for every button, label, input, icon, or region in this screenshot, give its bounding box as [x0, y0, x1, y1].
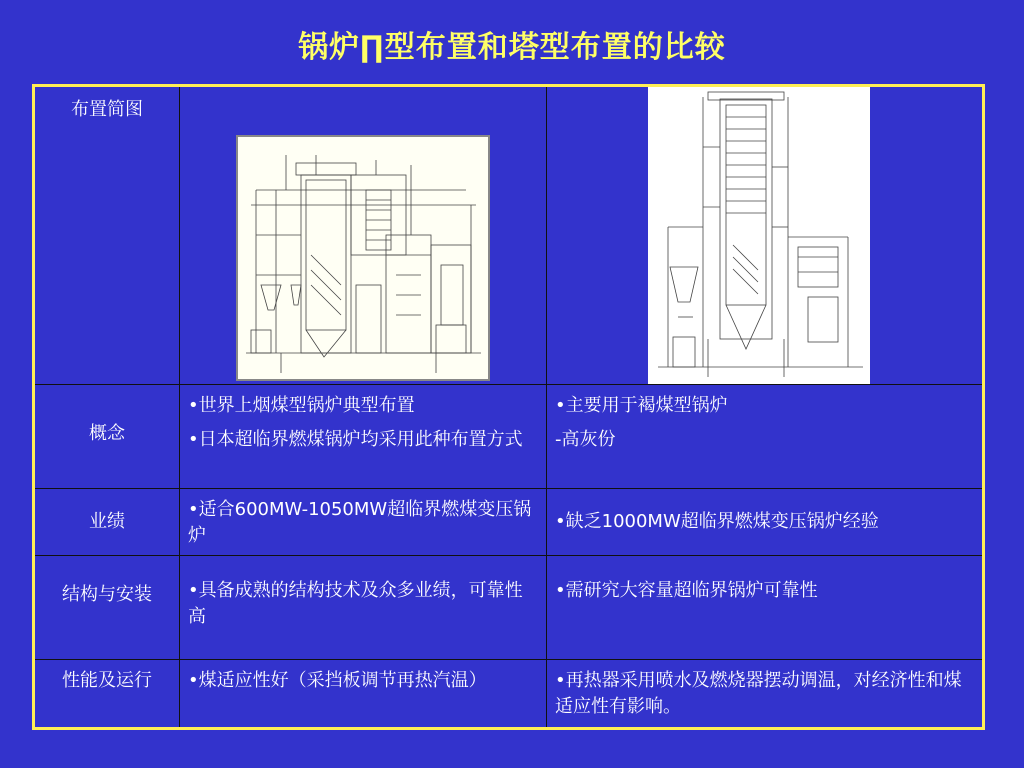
tower-type-diagram-cell: [547, 86, 984, 385]
bullet-text: • 主要用于褐煤型锅炉: [555, 393, 972, 419]
comparison-table: [32, 84, 985, 730]
pi-type-operation: [180, 660, 547, 729]
row-label-operation: 性能及运行: [34, 660, 180, 729]
pi-type-boiler-diagram: [236, 135, 490, 381]
bullet-text: • 缺乏1000MW超临界燃煤变压锅炉经验: [555, 509, 972, 535]
row-label-performance-record: 业绩: [34, 489, 180, 556]
bullet-text: • 适合600MW-1050MW超临界燃煤变压锅炉: [188, 497, 536, 549]
bullet-text: • 再热器采用喷水及燃烧器摆动调温，对经济性和煤适应性有影响。: [555, 668, 972, 720]
table-row-performance-record: [34, 489, 984, 556]
bullet-text: • 需研究大容量超临界锅炉可靠性: [555, 578, 972, 604]
sub-point-text: -高灰份: [555, 429, 616, 450]
pi-type-structure: [180, 556, 547, 660]
tower-type-operation: [547, 660, 984, 729]
table-row-diagram: [34, 86, 984, 385]
pi-type-diagram-cell: [180, 86, 547, 385]
tower-type-concept: [547, 385, 984, 489]
bullet-text: • 具备成熟的结构技术及众多业绩，可靠性高: [188, 578, 536, 630]
bullet-text: • 日本超临界燃煤锅炉均采用此种布置方式: [188, 427, 536, 453]
bullet-text: • 世界上烟煤型锅炉典型布置: [188, 393, 536, 419]
bullet-text: • 煤适应性好（采挡板调节再热汽温）: [188, 668, 536, 694]
tower-type-performance-record: [547, 489, 984, 556]
row-label-diagram: 布置简图: [34, 86, 180, 385]
slide-title: 锅炉∏型布置和塔型布置的比较: [298, 30, 726, 65]
pi-type-concept: [180, 385, 547, 489]
row-label-structure: 结构与安装: [34, 556, 180, 660]
tower-type-structure: [547, 556, 984, 660]
table-row-operation: [34, 660, 984, 729]
row-label-concept: 概念: [34, 385, 180, 489]
tower-type-boiler-diagram: [648, 87, 870, 384]
pi-type-performance-record: [180, 489, 547, 556]
table-row-concept: [34, 385, 984, 489]
table-row-structure: [34, 556, 984, 660]
